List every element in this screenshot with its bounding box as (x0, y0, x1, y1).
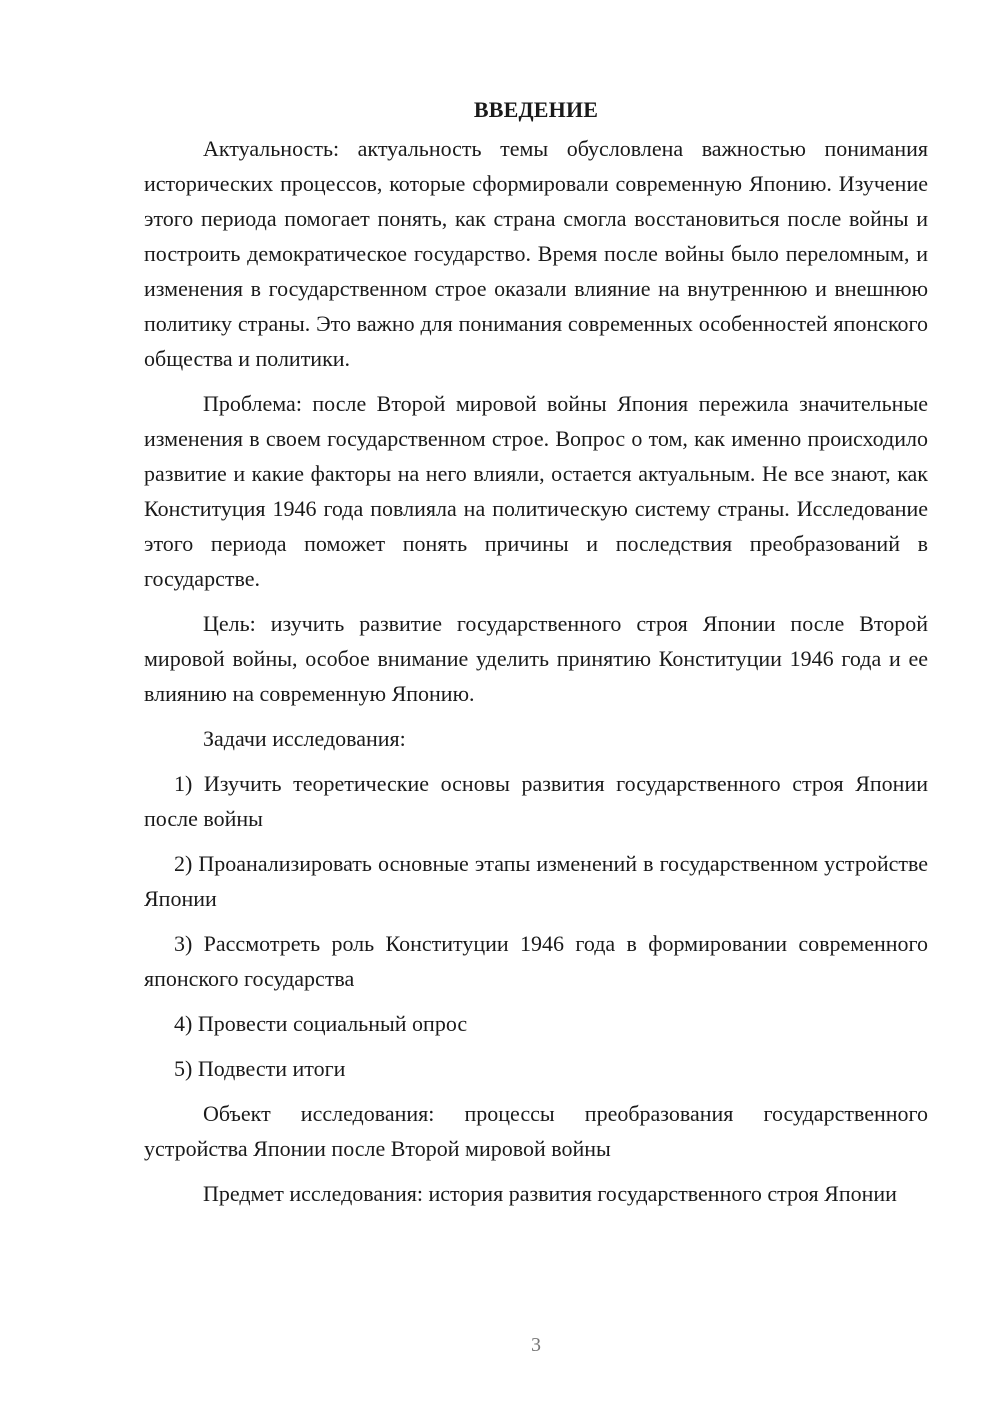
tasks-heading: Задачи исследования: (203, 726, 406, 751)
task-item: 5) Подвести итоги (174, 1056, 346, 1081)
task-item: 2) Проанализировать основные этапы изменений в государственном устройстве Японии (144, 851, 928, 911)
task-item: 1) Изучить теоретические основы развития государственного строя Японии после войны (144, 771, 928, 831)
paragraph-object: Объект исследования: процессы преобразования государственного устройства Японии после Второй мировой войны (144, 1101, 928, 1161)
paragraph-subject: Предмет исследования: история развития государственного строя Японии (203, 1181, 897, 1206)
task-item: 3) Рассмотреть роль Конституции 1946 года в формировании современного японского государства (144, 931, 928, 991)
page-number: 3 (531, 1334, 541, 1356)
section-heading: ВВЕДЕНИЕ (473, 97, 599, 122)
paragraph-relevance: Актуальность: актуальность темы обусловлена важностью понимания исторических процессов, которые сформировали современную Японию. Изучение этого периода помогает понять, как страна смогла восстановиться после войны и построить демократическое государство. Время после войны было переломным, и изменения в государственном строе оказали влияние на внутреннюю и внешнюю политику страны. Это важно для понимания современных особенностей японского общества и политики. (144, 136, 928, 371)
paragraph-problem: Проблема: после Второй мировой войны Япония пережила значительные изменения в своем государственном строе. Вопрос о том, как именно происходило развитие и какие факторы на него влияли, остается актуальным. Не все знают, как Конституция 1946 года повлияла на политическую систему страны. Исследование этого периода поможет понять причины и последствия преобразований в государстве. (144, 391, 928, 591)
task-item: 4) Провести социальный опрос (174, 1011, 468, 1036)
document-page (144, 92, 928, 1221)
paragraph-goal: Цель: изучить развитие государственного строя Японии после Второй мировой войны, особое внимание уделить принятию Конституции 1946 года и ее влиянию на современную Японию. (144, 611, 928, 706)
